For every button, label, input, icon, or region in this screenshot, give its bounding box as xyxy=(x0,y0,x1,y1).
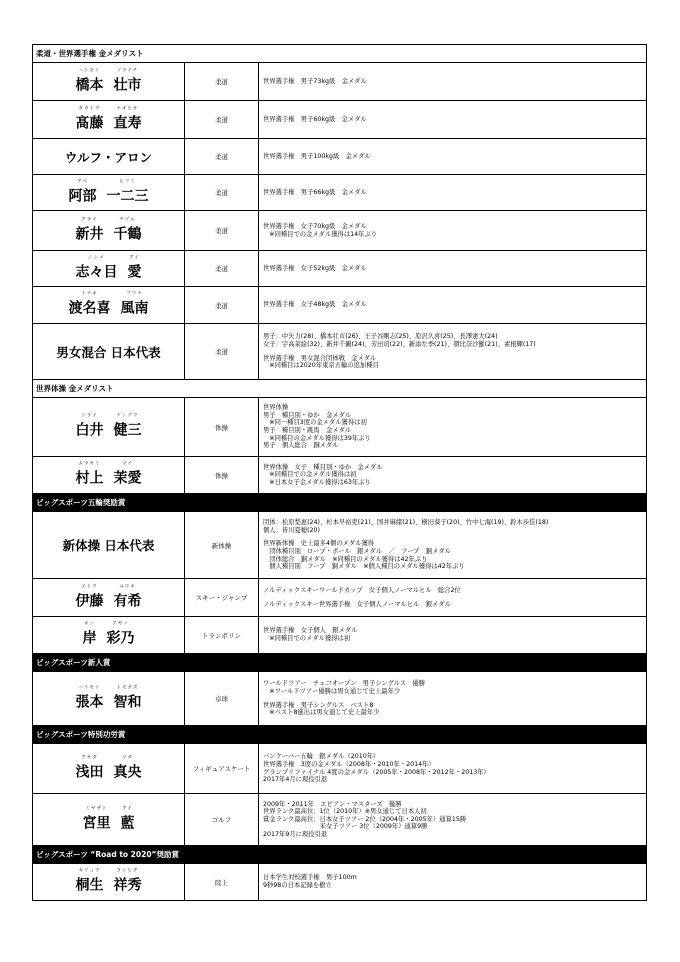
name-reading: キリュウ xyxy=(78,868,101,874)
name-reading: アベ xyxy=(77,178,88,184)
family-name: 髙藤 xyxy=(75,114,104,131)
section-header: ビッグスポーツ五輪奨励賞 xyxy=(32,494,647,512)
record-line: ※ワールドツアー優勝は男女通じて史上最年少 xyxy=(263,687,401,695)
record-cell xyxy=(259,211,646,250)
athlete-name-cell xyxy=(33,744,185,793)
record-line: 9秒98の日本記録を樹立 xyxy=(263,882,332,889)
name-reading: ヨシヒデ xyxy=(116,868,139,874)
family-name: 新井 xyxy=(75,225,104,242)
record-cell xyxy=(259,139,646,174)
athlete-name xyxy=(33,178,184,205)
athlete-name xyxy=(33,67,184,94)
given-name: 彩乃 xyxy=(106,630,135,647)
sport-cell: 柔道 xyxy=(185,211,259,250)
name-reading: フウナ xyxy=(126,291,143,297)
record-line: 世界選手権 女子48kg級 金メダル xyxy=(263,301,367,309)
name-reading: アサダ xyxy=(81,754,98,760)
record-line: 男子 個人総合 銅メダル xyxy=(263,442,339,450)
table-row xyxy=(32,794,647,846)
name-reading: アイ xyxy=(129,254,140,260)
family-name: 浅田 xyxy=(75,763,104,780)
athlete-name xyxy=(33,105,184,132)
record-line: 世界体操 xyxy=(263,404,289,412)
sport-cell: フィギュアスケート xyxy=(185,744,259,793)
sport-cell: 柔道 xyxy=(185,139,259,174)
sport-cell: 柔道 xyxy=(185,101,259,138)
record-cell xyxy=(259,175,646,210)
record-line: 2009年・2011年 エビアン・マスターズ 優勝 xyxy=(263,800,402,808)
table-row xyxy=(32,139,647,175)
given-name: 健三 xyxy=(113,422,142,439)
record-cell xyxy=(259,457,646,493)
given-name: 千鶴 xyxy=(113,225,142,242)
sport-cell: 柔道 xyxy=(185,251,259,286)
given-name: 有希 xyxy=(113,592,142,609)
record-cell xyxy=(259,398,646,456)
name-reading: トモカズ xyxy=(116,684,139,690)
athlete-name: ウルフ・アロン xyxy=(64,149,153,165)
athlete-name xyxy=(33,216,184,243)
name-reading: マオ xyxy=(122,754,133,760)
sport-cell: 新体操 xyxy=(185,512,259,578)
record-cell xyxy=(259,579,646,616)
record-line: 世界新体操 史上最多4個のメダル獲得 xyxy=(263,540,375,548)
record-line: 団体種目別 ロープ・ボール 銀メダル ／ フープ 銅メダル xyxy=(263,548,451,555)
name-reading: トナキ xyxy=(81,291,98,297)
family-name: 桐生 xyxy=(75,877,104,894)
table-row xyxy=(32,63,647,101)
record-line: 個人種目別 フープ 銅メダル ※個人種目のメダル獲得は42年ぶり xyxy=(263,563,465,571)
sport-cell: スキー・ジャンプ xyxy=(185,579,259,616)
athlete-name-cell xyxy=(33,398,185,456)
record-line: 賞金ランク最高位：日本女子ツアー 2位（2004年・2005年）通算15勝 xyxy=(263,815,467,823)
table-row xyxy=(32,324,647,380)
record-line: ※同一種目3度の金メダル獲得は初 xyxy=(263,419,367,427)
record-line: 団体：松原梨恵(24)、杉本早裕吏(21)、国井麻緒(21)、横田葵子(20)、竹中七海(19)、鈴木歩佳(18) xyxy=(263,519,549,527)
record-line: ※同種目での金メダル獲得は初 xyxy=(263,471,357,479)
athlete-name xyxy=(33,254,184,281)
athlete-name xyxy=(33,754,184,781)
sport-cell: ゴルフ xyxy=(185,794,259,845)
sport-cell: トランポリン xyxy=(185,617,259,653)
table-row xyxy=(32,744,647,794)
record-line: グランプリファイナル 4度の金メダル（2005年・2008年・2012年・2013年） xyxy=(263,768,490,776)
given-name: 風南 xyxy=(120,300,149,317)
record-cell xyxy=(259,512,646,578)
section-header: ビッグスポーツ “Road to 2020”奨励賞 xyxy=(32,846,647,864)
name-reading: シシメ xyxy=(88,254,105,260)
record-line: 世界選手権 男子シングルス ベスト8 xyxy=(263,701,374,709)
family-name: 張本 xyxy=(75,693,104,710)
athlete-name xyxy=(33,461,184,487)
record-cell xyxy=(259,744,646,793)
record-line: 世界選手権 女子個人 銀メダル xyxy=(263,627,358,635)
record-line: 世界選手権 男女混合団体戦 金メダル xyxy=(263,354,377,362)
record-line: バンクーバー五輪 銀メダル（2010年） xyxy=(263,753,380,761)
given-name: 祥秀 xyxy=(113,877,142,894)
athlete-name xyxy=(33,868,184,894)
name-reading: ナオヒサ xyxy=(116,105,139,111)
athlete-name-cell xyxy=(33,324,185,379)
given-name: 藍 xyxy=(120,814,135,831)
name-reading: アヤノ xyxy=(112,621,129,627)
record-line: 世界選手権 男子100kg級 金メダル xyxy=(263,152,371,160)
record-line: 女子：宇高菜絵(32)、新井千鶴(24)、芳田司(22)、新添左季(21)、朝比奈沙羅(21)、素根輝(17) xyxy=(263,340,536,348)
record-line: ※日本女子金メダル獲得は63年ぶり xyxy=(263,478,371,486)
sport-cell: 陸上 xyxy=(185,864,259,900)
sport-cell: 体操 xyxy=(185,398,259,456)
table-row xyxy=(32,864,647,901)
athlete-name: 新体操 日本代表 xyxy=(62,538,155,553)
given-name: 愛 xyxy=(127,263,142,280)
name-reading: チヅル xyxy=(119,216,136,222)
family-name: 白井 xyxy=(75,422,104,439)
athlete-name: 男女混合 日本代表 xyxy=(56,344,161,360)
given-name: 直寿 xyxy=(113,114,142,131)
record-cell xyxy=(259,324,646,379)
name-reading: ユウキ xyxy=(119,583,136,589)
name-reading: マイ xyxy=(122,461,133,467)
athlete-name-cell xyxy=(33,794,185,845)
athlete-name-cell xyxy=(33,287,185,323)
family-name: 志々目 xyxy=(75,263,118,280)
name-reading: ハシモト xyxy=(78,67,101,73)
table-row xyxy=(32,617,647,654)
given-name: 壮市 xyxy=(113,76,142,93)
athlete-name xyxy=(33,291,184,317)
record-line: ※同種目での金メダル獲得は14年ぶり xyxy=(263,230,378,238)
table-row xyxy=(32,512,647,579)
record-cell xyxy=(259,63,646,100)
athlete-name-cell xyxy=(33,139,185,174)
record-line: 世界選手権 女子52kg級 金メダル xyxy=(263,264,367,272)
record-line: ※同種目は2020年東京五輪の追加種目 xyxy=(263,362,379,370)
record-cell xyxy=(259,864,646,900)
record-line: 男子：中矢力(28)、橋本壮市(26)、王子谷剛志(25)、原沢久喜(25)、長澤憲大(24) xyxy=(263,333,498,341)
record-line: ※同種目でのメダル獲得は初 xyxy=(263,635,351,642)
athlete-name-cell xyxy=(33,63,185,100)
name-reading: シライ xyxy=(81,413,98,419)
record-line: 世界選手権 女子70kg級 金メダル xyxy=(263,222,367,230)
record-line: 男子 種目別・跳馬 金メダル xyxy=(263,427,352,434)
section-header: ビッグスポーツ特別功労賞 xyxy=(32,726,647,744)
table-row xyxy=(32,457,647,494)
sport-cell: 体操 xyxy=(185,457,259,493)
record-cell xyxy=(259,794,646,845)
table-row xyxy=(32,398,647,457)
sport-cell: 柔道 xyxy=(185,324,259,379)
name-reading: ソウイチ xyxy=(116,67,139,73)
record-line: 個人：皆川夏穂(20) xyxy=(263,526,321,534)
athlete-name-cell xyxy=(33,512,185,578)
record-line: ノルディックスキーワールドカップ 女子個人ノーマルヒル 総合2位 xyxy=(263,586,461,594)
athlete-name-cell xyxy=(33,617,185,653)
given-name: 茉愛 xyxy=(113,470,142,487)
athlete-name-cell xyxy=(33,101,185,138)
record-line: 世界選手権 男子60kg級 金メダル xyxy=(263,115,367,123)
family-name: 村上 xyxy=(75,470,104,487)
record-line: 米女子ツアー 3位（2009年）通算9勝 xyxy=(263,823,428,831)
table-row xyxy=(32,579,647,617)
record-cell xyxy=(259,672,646,725)
family-name: 岸 xyxy=(82,630,97,647)
table-row xyxy=(32,672,647,726)
athlete-name xyxy=(33,413,184,439)
record-line: 世界選手権 男子73kg級 金メダル xyxy=(263,77,367,85)
record-line: 2017年9月に現役引退 xyxy=(263,830,328,838)
athlete-name xyxy=(33,621,184,647)
name-reading: ミヤザト xyxy=(85,805,108,811)
record-line: 世界ランク最高位：1位（2010年）※男女通じて日本人初 xyxy=(263,808,427,816)
record-line: ※同種目の金メダル獲得は39年ぶり xyxy=(263,434,371,442)
sport-cell: 柔道 xyxy=(185,175,259,210)
given-name: 一二三 xyxy=(106,187,149,204)
record-cell xyxy=(259,617,646,653)
family-name: 渡名喜 xyxy=(68,300,111,317)
name-reading: ヒフミ xyxy=(119,178,136,184)
name-reading: アイ xyxy=(122,805,133,811)
given-name: 真央 xyxy=(113,763,142,780)
record-line: 世界選手権 3度の金メダル（2008年・2010年・2014年） xyxy=(263,760,435,768)
table-row xyxy=(32,287,647,324)
athlete-name-cell xyxy=(33,211,185,250)
athlete-name-cell xyxy=(33,251,185,286)
name-reading: キシ xyxy=(84,621,95,627)
athlete-name xyxy=(33,583,184,610)
record-line: 世界体操 女子 種目別・ゆか 金メダル xyxy=(263,463,383,471)
record-line: 日本学生対校選手権 男子100m xyxy=(263,874,357,882)
table-row xyxy=(32,175,647,211)
table-row xyxy=(32,101,647,139)
athlete-name xyxy=(33,684,184,711)
record-line: ノルディックスキー世界選手権 女子個人ノーマルヒル 銀メダル xyxy=(263,600,451,608)
athlete-name-cell xyxy=(33,457,185,493)
name-reading: イトウ xyxy=(81,583,98,589)
name-reading: タカトウ xyxy=(78,105,101,111)
athlete-name-cell xyxy=(33,579,185,616)
record-line: ワールドツアー チェコオープン 男子シングルス 優勝 xyxy=(263,680,425,688)
table-row xyxy=(32,211,647,251)
name-reading: ムラカミ xyxy=(78,461,101,467)
family-name: 橋本 xyxy=(75,76,104,93)
sport-cell: 柔道 xyxy=(185,287,259,323)
family-name: 阿部 xyxy=(68,187,97,204)
record-line: ※ベスト8進出は男女通じて史上最年少 xyxy=(263,709,380,717)
record-line: 団体総合 銅メダル ※同種目のメダル獲得は42年ぶり xyxy=(263,555,428,563)
sport-cell: 柔道 xyxy=(185,63,259,100)
name-reading: ケンゾウ xyxy=(116,413,139,419)
athlete-name-cell xyxy=(33,175,185,210)
record-line: 男子 種目別・ゆか 金メダル xyxy=(263,411,352,419)
family-name: 伊藤 xyxy=(75,592,104,609)
athlete-name-cell xyxy=(33,864,185,900)
athlete-name-cell xyxy=(33,672,185,725)
name-reading: アライ xyxy=(81,216,98,222)
sport-cell: 卓球 xyxy=(185,672,259,725)
section-header: ビッグスポーツ新人賞 xyxy=(32,654,647,672)
given-name: 智和 xyxy=(113,693,142,710)
section-header: 柔道・世界選手権 金メダリスト xyxy=(32,45,647,63)
record-cell xyxy=(259,251,646,286)
family-name: 宮里 xyxy=(82,814,111,831)
record-cell xyxy=(259,287,646,323)
awards-table xyxy=(32,44,647,901)
athlete-name xyxy=(33,805,184,832)
record-line: 世界選手権 男子66kg級 金メダル xyxy=(263,188,367,196)
record-cell xyxy=(259,101,646,138)
record-line: 2017年4月に現役引退 xyxy=(263,776,328,784)
table-row xyxy=(32,251,647,287)
name-reading: ハリモト xyxy=(78,684,101,690)
section-header: 世界体操 金メダリスト xyxy=(32,380,647,398)
